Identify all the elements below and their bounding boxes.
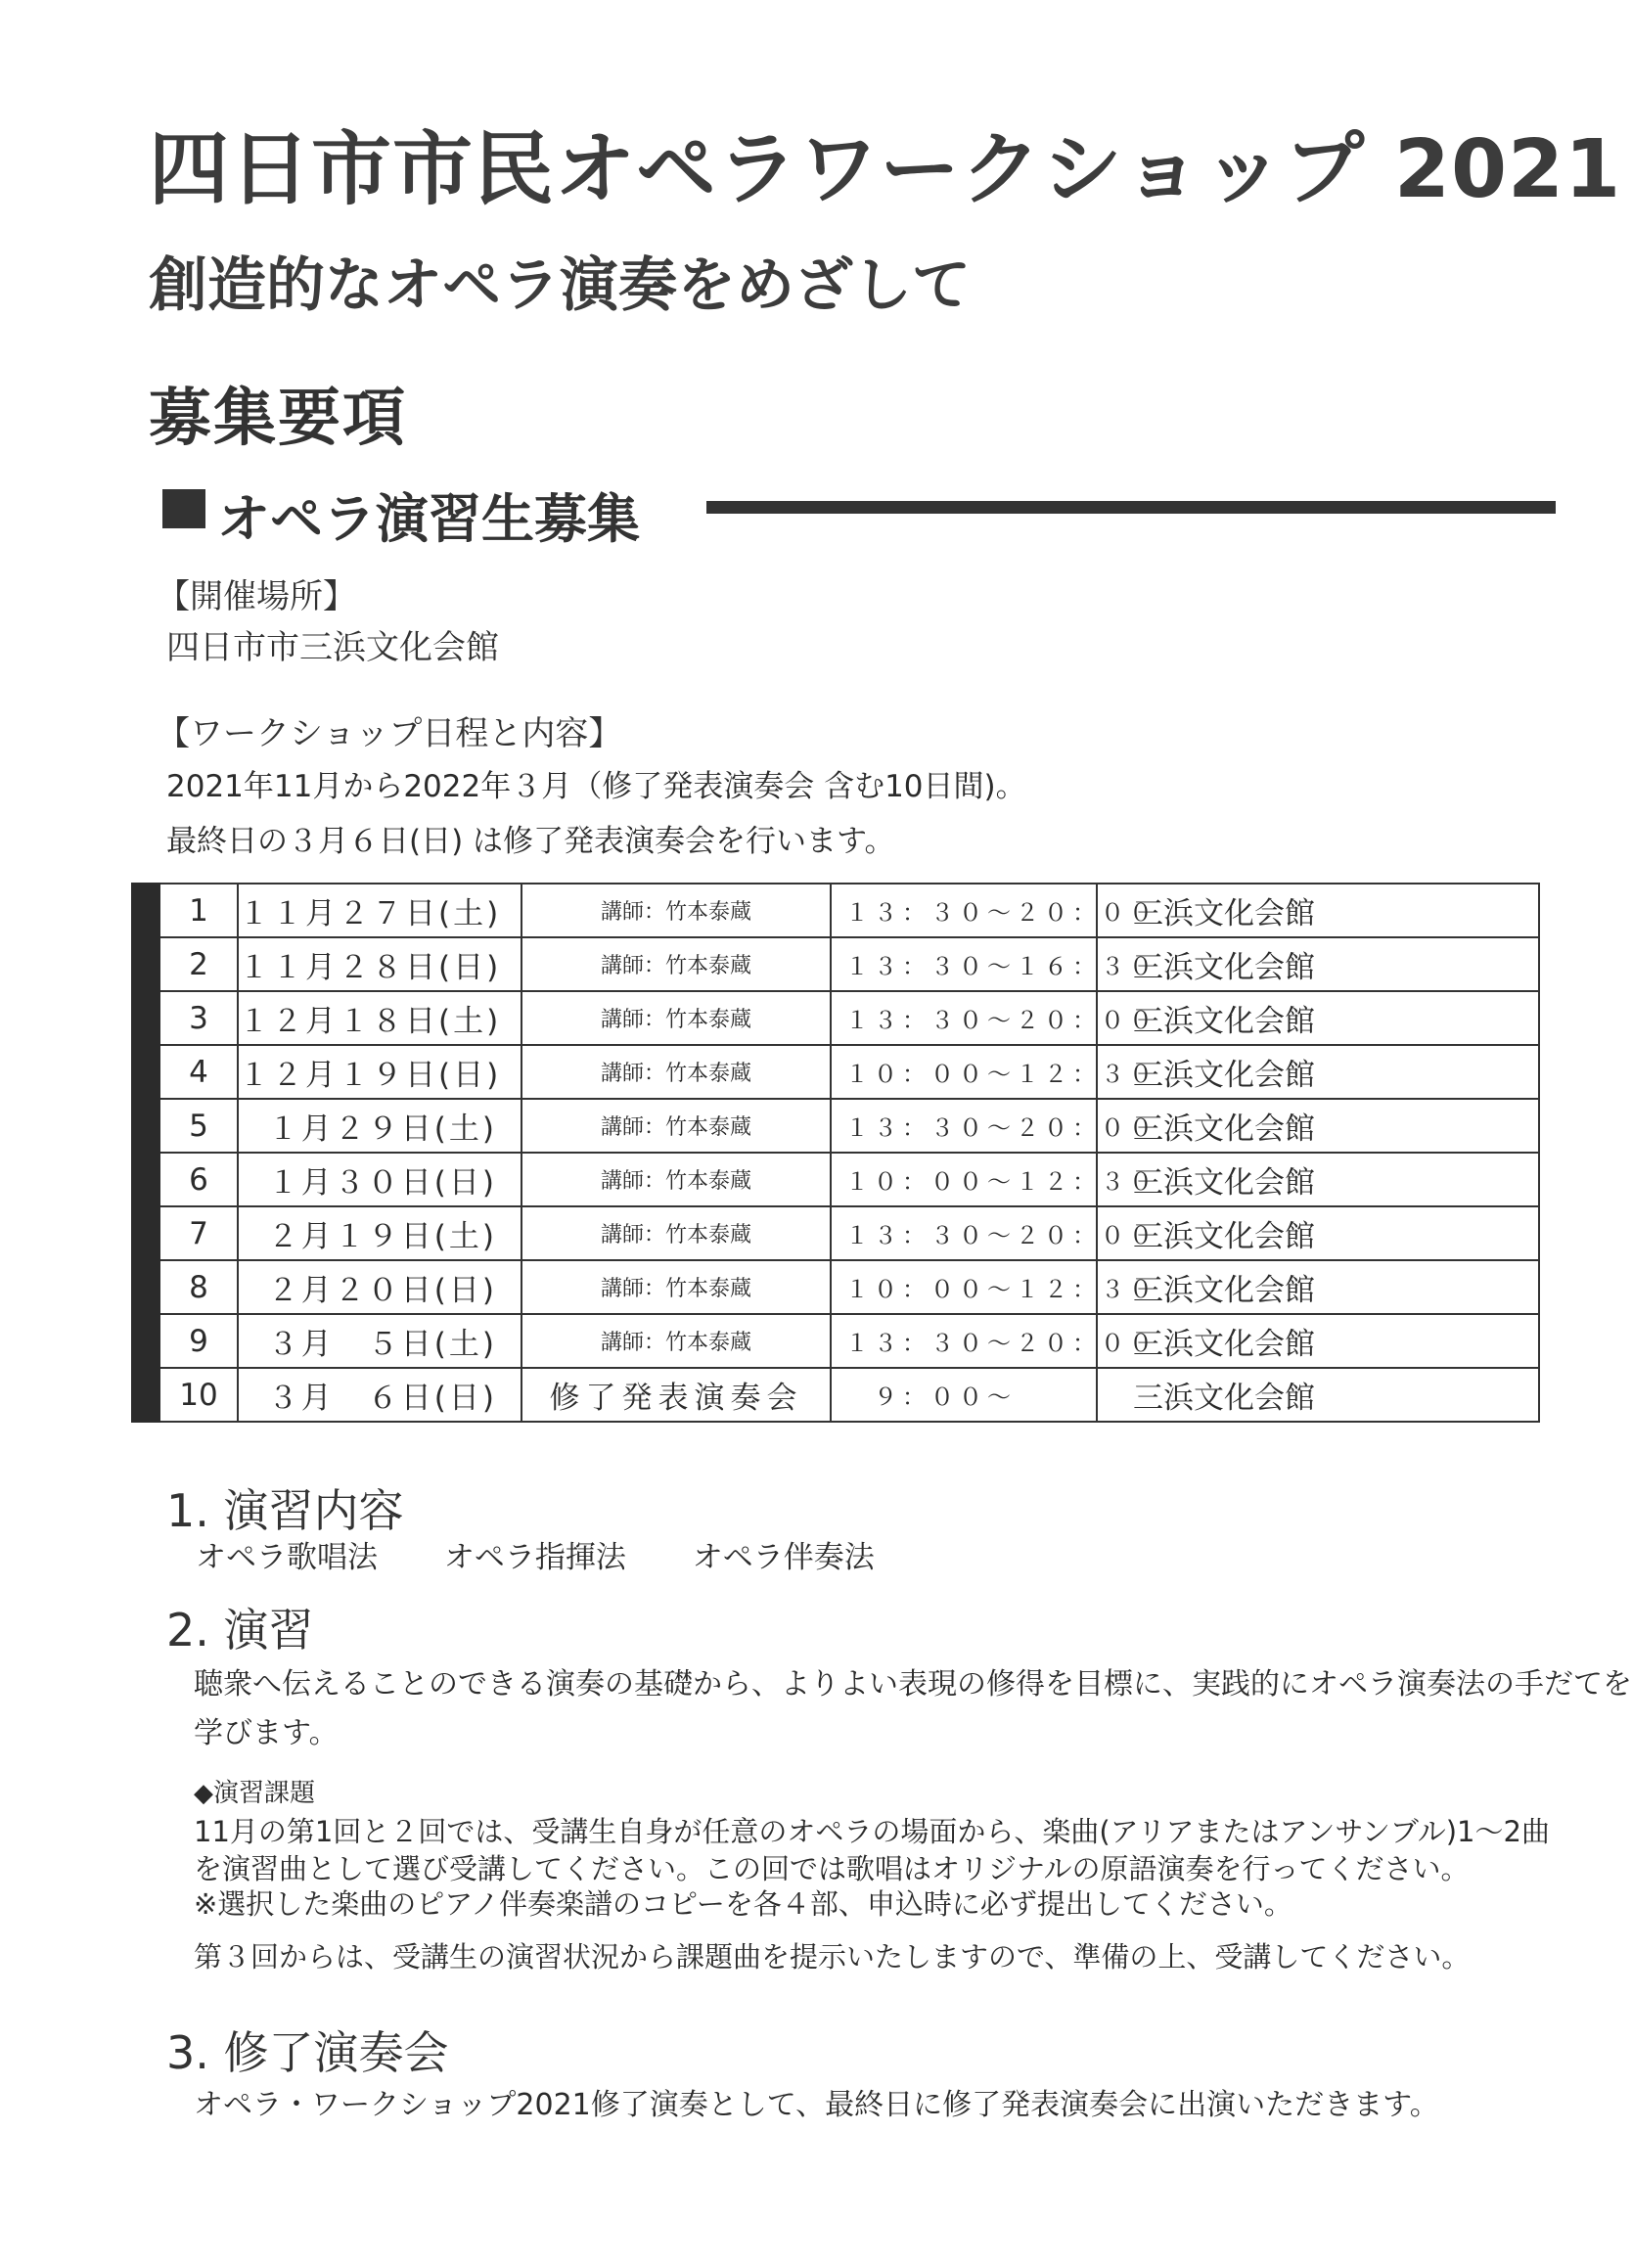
session-venue: 三浜文化会館 bbox=[1097, 937, 1539, 991]
assignment-text: 第３回からは、受講生の演習状況から課題曲を提示いたしますので、準備の上、受講してください。 bbox=[194, 1940, 1471, 1973]
session-venue: 三浜文化会館 bbox=[1097, 1314, 1539, 1368]
session-time: １３：３０～２０：００ bbox=[831, 991, 1097, 1045]
schedule-row bbox=[132, 991, 1539, 1045]
venue-value: 四日市市三浜文化会館 bbox=[166, 628, 499, 667]
practice-item: オペラ指揮法 bbox=[443, 1540, 626, 1575]
session-number: 6 bbox=[159, 1153, 238, 1206]
schedule-final-day-note: 最終日の３月６日(日) は修了発表演奏会を行います。 bbox=[166, 824, 895, 859]
session-number: 9 bbox=[159, 1314, 238, 1368]
session-number: 1 bbox=[159, 884, 238, 937]
row-marker bbox=[132, 1153, 159, 1206]
session-time: １３：３０～２０：００ bbox=[831, 1206, 1097, 1260]
session-date: ２月１９日(土) bbox=[238, 1206, 521, 1260]
session-date: １２月１９日(日) bbox=[238, 1045, 521, 1099]
session-time: １０：００～１２：３０ bbox=[831, 1045, 1097, 1099]
session-time: １３：３０～２０：００ bbox=[831, 884, 1097, 937]
section-heading-bar bbox=[162, 481, 1556, 550]
schedule-row bbox=[132, 1368, 1539, 1422]
session-date: １月２９日(土) bbox=[238, 1099, 521, 1153]
session-number: 10 bbox=[159, 1368, 238, 1422]
assignment-subheading: ◆演習課題 bbox=[194, 1779, 315, 1808]
section3-heading: 3. 修了演奏会 bbox=[166, 2026, 449, 2079]
session-time: １３：３０～２０：００ bbox=[831, 1314, 1097, 1368]
session-lecturer: 講師：竹本泰蔵 bbox=[521, 1045, 831, 1099]
section2-heading: 2. 演習 bbox=[166, 1604, 314, 1656]
session-venue: 三浜文化会館 bbox=[1097, 1045, 1539, 1099]
session-date: １１月２８日(日) bbox=[238, 937, 521, 991]
session-lecturer: 修了発表演奏会 bbox=[521, 1368, 831, 1422]
session-lecturer: 講師：竹本泰蔵 bbox=[521, 1153, 831, 1206]
session-date: １１月２７日(土) bbox=[238, 884, 521, 937]
session-date: ２月２０日(日) bbox=[238, 1260, 521, 1314]
practice-content-list bbox=[196, 1532, 931, 1576]
section2-paragraph: 聴衆へ伝えることのできる演奏の基礎から、よりよい表現の修得を目標に、実践的にオペラ演奏法の手だてを bbox=[194, 1667, 1632, 1701]
session-time: １０：００～１２：３０ bbox=[831, 1153, 1097, 1206]
session-venue: 三浜文化会館 bbox=[1097, 884, 1539, 937]
assignment-text: を演習曲として選び受講してください。この回では歌唱はオリジナルの原語演奏を行ってください。 bbox=[194, 1852, 1470, 1885]
session-lecturer: 講師：竹本泰蔵 bbox=[521, 884, 831, 937]
session-venue: 三浜文化会館 bbox=[1097, 1260, 1539, 1314]
assignment-text: 11月の第1回と２回では、受講生自身が任意のオペラの場面から、楽曲(アリアまたはアンサンブル)1～2曲 bbox=[194, 1815, 1550, 1848]
session-number: 2 bbox=[159, 937, 238, 991]
recruitment-heading: 募集要項 bbox=[149, 383, 407, 455]
session-time: ９：００～ bbox=[831, 1368, 1097, 1422]
schedule-row bbox=[132, 1314, 1539, 1368]
schedule-table bbox=[131, 883, 1540, 1423]
session-lecturer: 講師：竹本泰蔵 bbox=[521, 1314, 831, 1368]
row-marker bbox=[132, 1099, 159, 1153]
practice-item: オペラ歌唱法 bbox=[196, 1540, 378, 1575]
schedule-row bbox=[132, 884, 1539, 937]
session-lecturer: 講師：竹本泰蔵 bbox=[521, 1206, 831, 1260]
practice-item: オペラ伴奏法 bbox=[692, 1540, 875, 1575]
session-lecturer: 講師：竹本泰蔵 bbox=[521, 991, 831, 1045]
session-date: ３月 ６日(日) bbox=[238, 1368, 521, 1422]
schedule-row bbox=[132, 1206, 1539, 1260]
session-date: １月３０日(日) bbox=[238, 1153, 521, 1206]
session-number: 5 bbox=[159, 1099, 238, 1153]
page-subtitle: 創造的なオペラ演奏をめざして bbox=[149, 251, 971, 320]
session-venue: 三浜文化会館 bbox=[1097, 991, 1539, 1045]
section1-heading: 1. 演習内容 bbox=[166, 1484, 404, 1537]
row-marker bbox=[132, 991, 159, 1045]
session-time: １３：３０～２０：００ bbox=[831, 1099, 1097, 1153]
heading-rule bbox=[706, 501, 1556, 514]
row-marker bbox=[132, 1260, 159, 1314]
session-venue: 三浜文化会館 bbox=[1097, 1153, 1539, 1206]
row-marker bbox=[132, 884, 159, 937]
session-lecturer: 講師：竹本泰蔵 bbox=[521, 1099, 831, 1153]
schedule-summary: 2021年11月から2022年３月（修了発表演奏会 含む10日間)。 bbox=[166, 769, 1026, 804]
session-lecturer: 講師：竹本泰蔵 bbox=[521, 937, 831, 991]
schedule-row bbox=[132, 1099, 1539, 1153]
session-date: ３月 ５日(土) bbox=[238, 1314, 521, 1368]
row-marker bbox=[132, 1314, 159, 1368]
schedule-row bbox=[132, 1045, 1539, 1099]
schedule-row bbox=[132, 937, 1539, 991]
session-number: 4 bbox=[159, 1045, 238, 1099]
row-marker bbox=[132, 1206, 159, 1260]
schedule-row bbox=[132, 1153, 1539, 1206]
section-heading: オペラ演習生募集 bbox=[217, 488, 640, 550]
session-venue: 三浜文化会館 bbox=[1097, 1368, 1539, 1422]
session-number: 8 bbox=[159, 1260, 238, 1314]
session-lecturer: 講師：竹本泰蔵 bbox=[521, 1260, 831, 1314]
schedule-label: 【ワークショップ日程と内容】 bbox=[157, 714, 622, 753]
session-number: 3 bbox=[159, 991, 238, 1045]
row-marker bbox=[132, 1045, 159, 1099]
session-venue: 三浜文化会館 bbox=[1097, 1099, 1539, 1153]
page-title: 四日市市民オペラワークショップ 2021 bbox=[149, 123, 1622, 216]
session-venue: 三浜文化会館 bbox=[1097, 1206, 1539, 1260]
session-date: １２月１８日(土) bbox=[238, 991, 521, 1045]
schedule-row bbox=[132, 1260, 1539, 1314]
session-time: １０：００～１２：３０ bbox=[831, 1260, 1097, 1314]
assignment-note: ※選択した楽曲のピアノ伴奏楽譜のコピーを各４部、申込時に必ず提出してください。 bbox=[194, 1887, 1292, 1921]
venue-label: 【開催場所】 bbox=[157, 577, 356, 616]
section2-paragraph: 学びます。 bbox=[194, 1716, 339, 1750]
section3-paragraph: オペラ・ワークショップ2021修了演奏として、最終日に修了発表演奏会に出演いただきます。 bbox=[194, 2088, 1439, 2122]
square-bullet-icon bbox=[162, 489, 205, 528]
row-marker bbox=[132, 937, 159, 991]
session-time: １３：３０～１６：３０ bbox=[831, 937, 1097, 991]
session-number: 7 bbox=[159, 1206, 238, 1260]
row-marker bbox=[132, 1368, 159, 1422]
